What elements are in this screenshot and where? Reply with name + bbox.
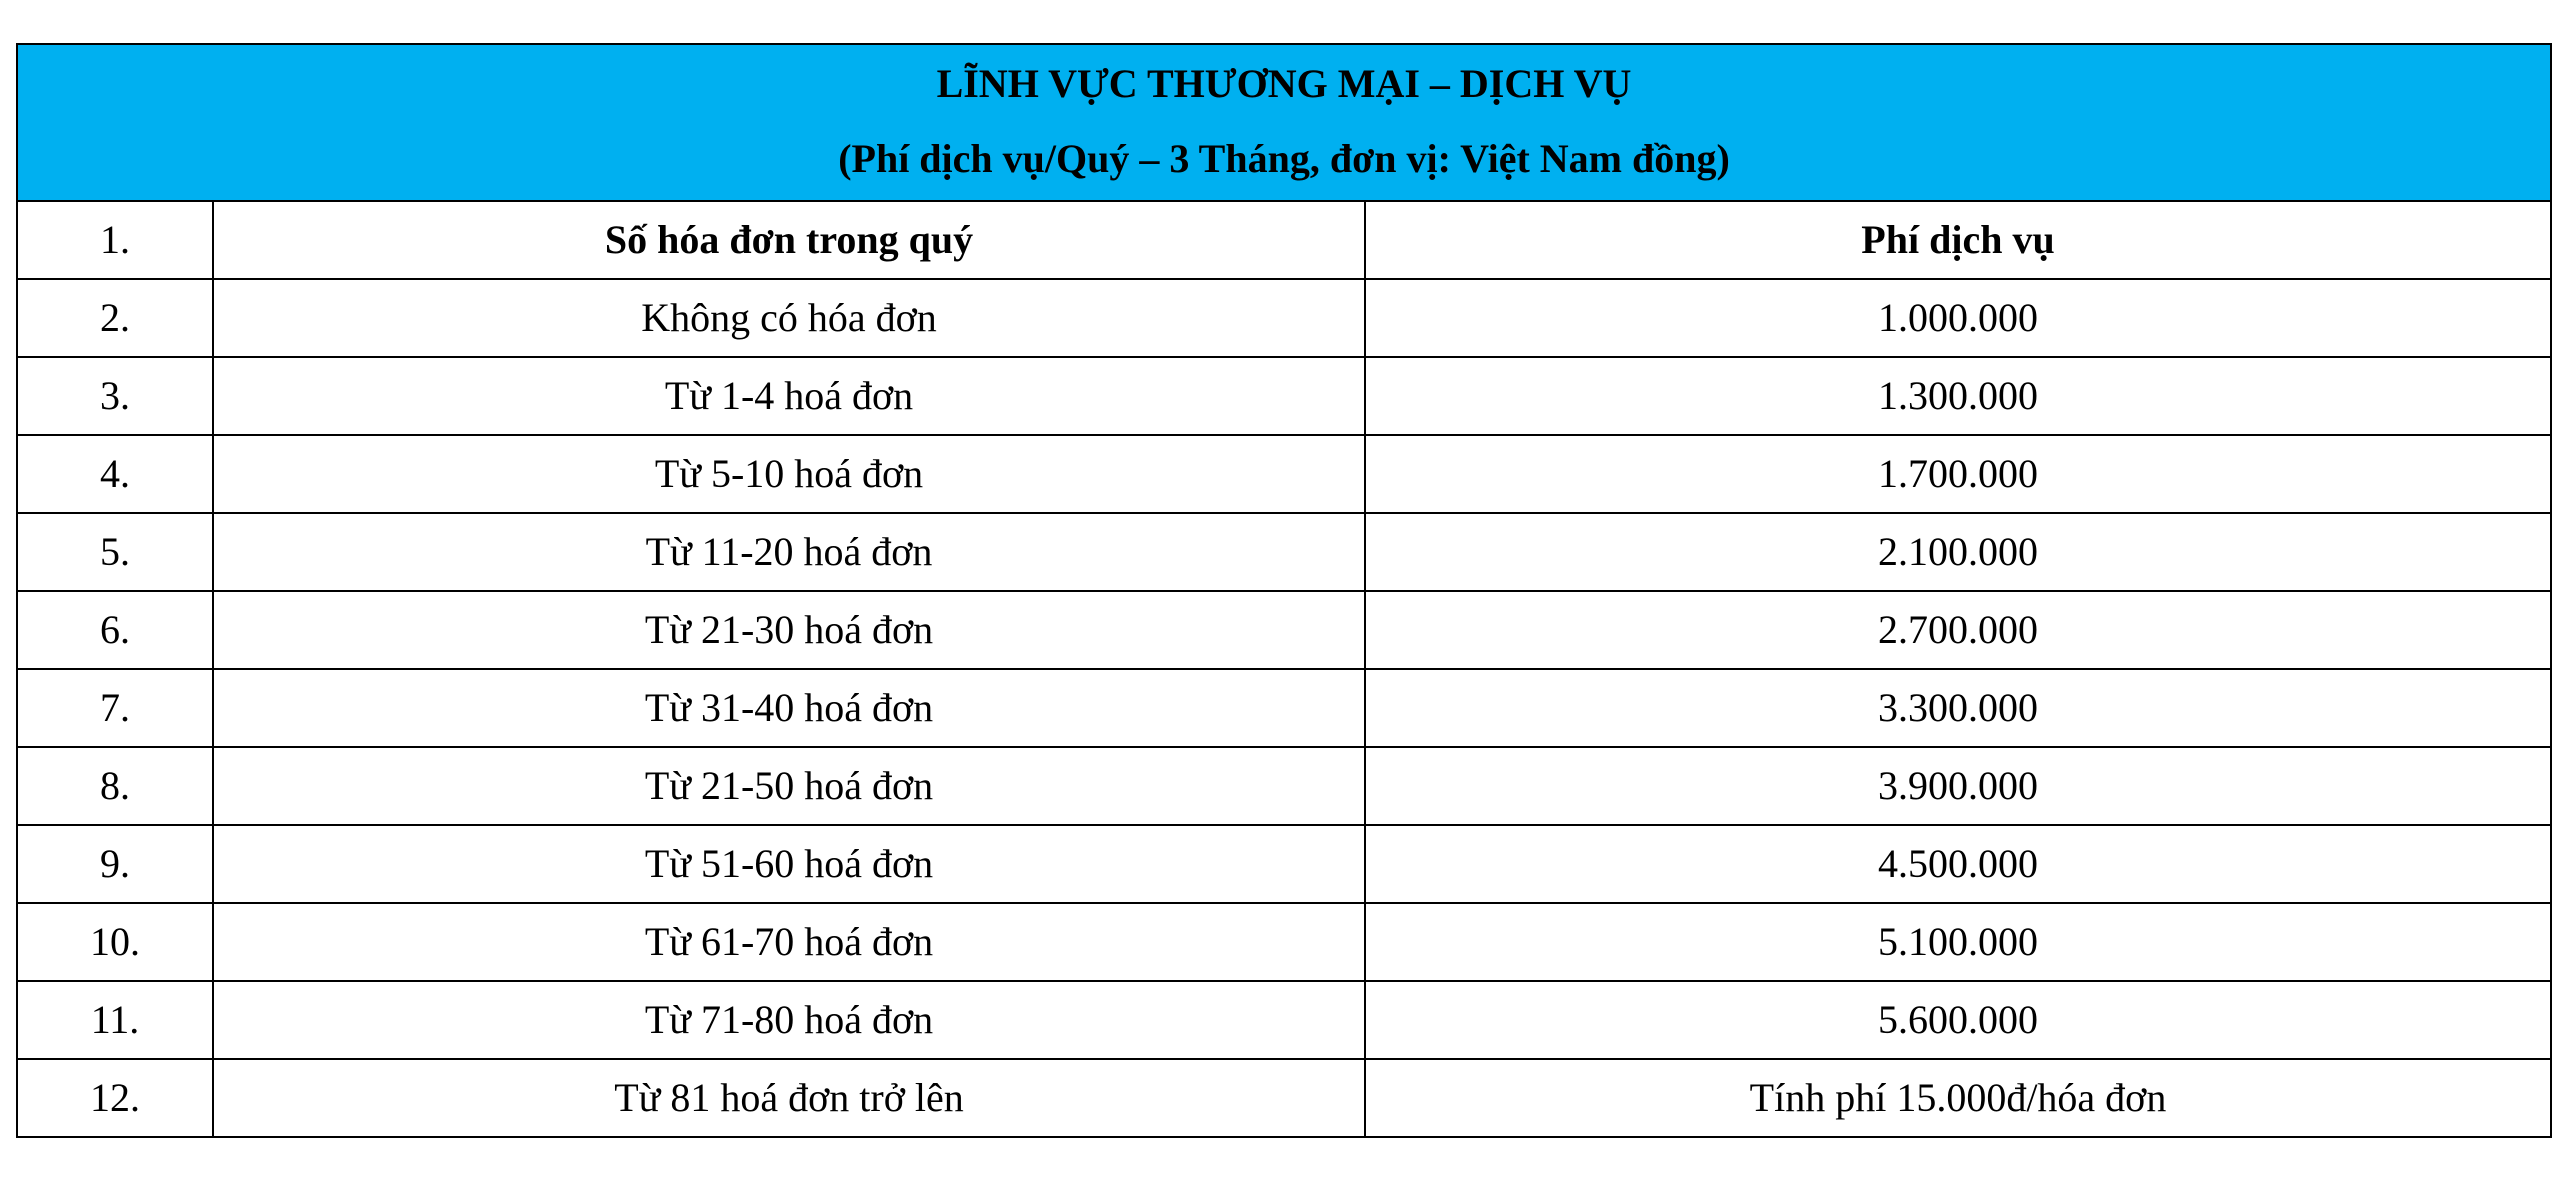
row-number: 11. — [17, 981, 213, 1059]
row-invoices: Từ 11-20 hoá đơn — [213, 513, 1365, 591]
table-row — [17, 357, 2551, 435]
column-header-number: 1. — [17, 201, 213, 279]
row-number: 8. — [17, 747, 213, 825]
row-number: 7. — [17, 669, 213, 747]
row-number: 2. — [17, 279, 213, 357]
row-invoices: Từ 21-30 hoá đơn — [213, 591, 1365, 669]
service-fee-table — [16, 43, 2552, 1138]
row-invoices: Từ 5-10 hoá đơn — [213, 435, 1365, 513]
row-fee: 3.900.000 — [1365, 747, 2551, 825]
row-invoices: Từ 71-80 hoá đơn — [213, 981, 1365, 1059]
row-number: 9. — [17, 825, 213, 903]
table-title: LĨNH VỰC THƯƠNG MẠI – DỊCH VỤ — [936, 61, 1632, 106]
row-number: 6. — [17, 591, 213, 669]
table-row — [17, 825, 2551, 903]
row-invoices: Từ 61-70 hoá đơn — [213, 903, 1365, 981]
table-row — [17, 903, 2551, 981]
row-fee: 2.700.000 — [1365, 591, 2551, 669]
row-number: 4. — [17, 435, 213, 513]
row-fee: 1.000.000 — [1365, 279, 2551, 357]
row-number: 3. — [17, 357, 213, 435]
column-header-row — [17, 201, 2551, 279]
row-fee: 3.300.000 — [1365, 669, 2551, 747]
row-number: 5. — [17, 513, 213, 591]
row-invoices: Từ 21-50 hoá đơn — [213, 747, 1365, 825]
row-fee: 2.100.000 — [1365, 513, 2551, 591]
row-invoices: Không có hóa đơn — [213, 279, 1365, 357]
table-row — [17, 279, 2551, 357]
table-row — [17, 669, 2551, 747]
row-invoices: Từ 81 hoá đơn trở lên — [213, 1059, 1365, 1137]
row-number: 10. — [17, 903, 213, 981]
row-fee: 4.500.000 — [1365, 825, 2551, 903]
table-title-cell — [17, 44, 2551, 201]
row-fee: Tính phí 15.000đ/hóa đơn — [1365, 1059, 2551, 1137]
table-row — [17, 513, 2551, 591]
row-invoices: Từ 1-4 hoá đơn — [213, 357, 1365, 435]
table-title-row — [17, 44, 2551, 201]
table-row — [17, 747, 2551, 825]
column-header-fee: Phí dịch vụ — [1365, 201, 2551, 279]
table-row — [17, 1059, 2551, 1137]
row-fee: 5.600.000 — [1365, 981, 2551, 1059]
column-header-invoices: Số hóa đơn trong quý — [213, 201, 1365, 279]
row-fee: 1.300.000 — [1365, 357, 2551, 435]
row-fee: 5.100.000 — [1365, 903, 2551, 981]
row-invoices: Từ 51-60 hoá đơn — [213, 825, 1365, 903]
row-fee: 1.700.000 — [1365, 435, 2551, 513]
table-row — [17, 981, 2551, 1059]
table-subtitle: (Phí dịch vụ/Quý – 3 Tháng, đơn vị: Việt Nam đồng) — [838, 136, 1730, 181]
row-number: 12. — [17, 1059, 213, 1137]
table-row — [17, 435, 2551, 513]
table-row — [17, 591, 2551, 669]
row-invoices: Từ 31-40 hoá đơn — [213, 669, 1365, 747]
